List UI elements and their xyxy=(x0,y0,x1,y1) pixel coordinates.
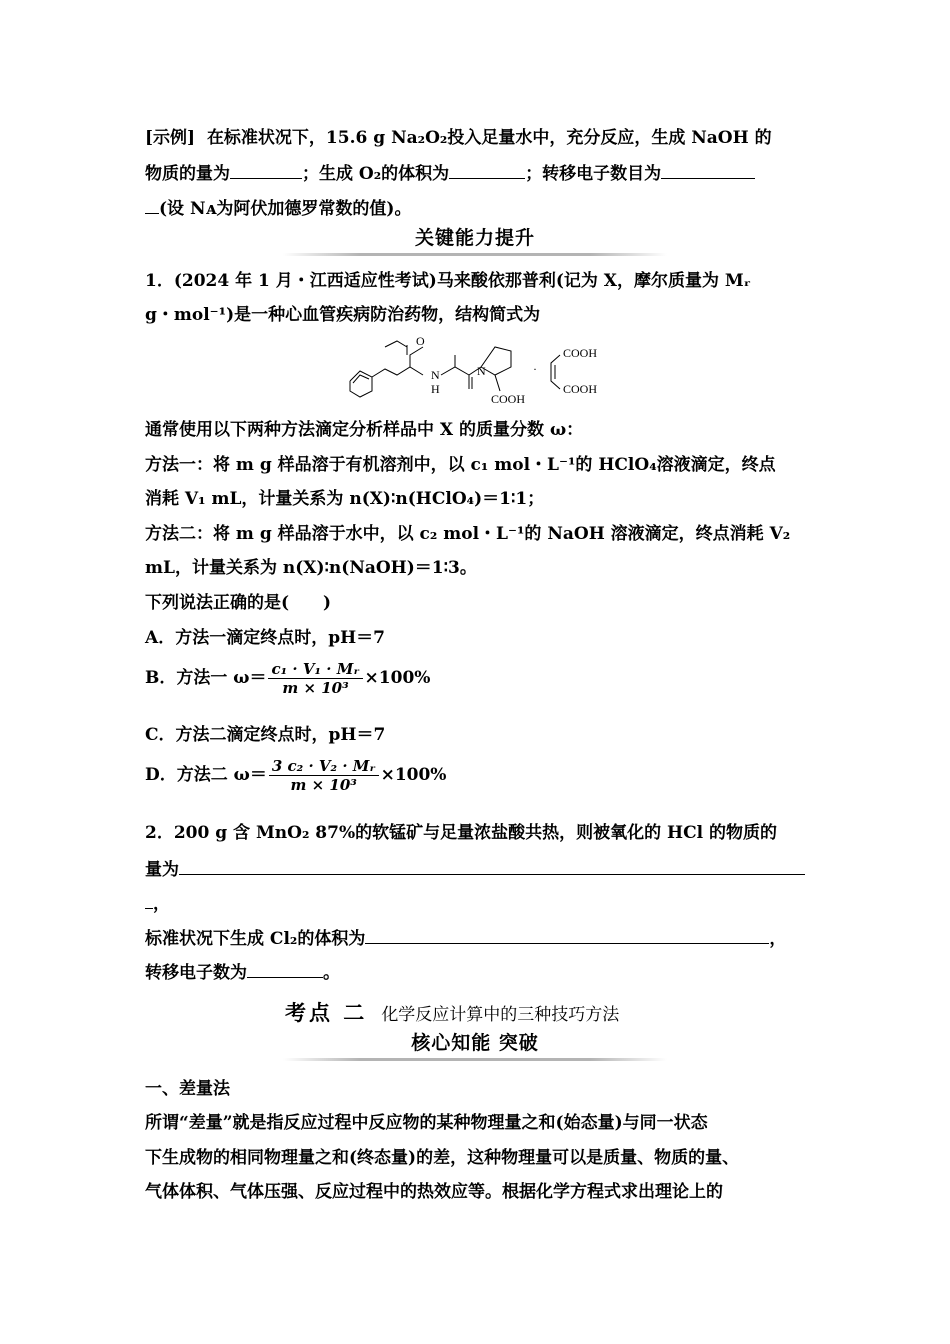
q2-blank-3[interactable] xyxy=(247,959,323,978)
q2-line-4 xyxy=(145,925,810,951)
q1-line-2: g・mol⁻¹)是一种心血管疾病防治药物，结构简式为 xyxy=(145,305,541,325)
q1-method2-b: mL，计量关系为 n(X)∶n(NaOH)＝1∶3。 xyxy=(145,558,477,578)
ethyl-bonds xyxy=(385,341,407,347)
struct-nh-n: N xyxy=(431,368,440,382)
banner-core-knowledge xyxy=(283,1031,667,1061)
option-c: C．方法二滴定终点时，pH＝7 xyxy=(145,725,386,745)
struct-n: N xyxy=(477,364,486,378)
example-text-1: 在标准状况下，15.6 g Na₂O₂投入足量水中，充分反应，生成 NaOH 的 xyxy=(206,128,772,148)
q2-blank-2[interactable] xyxy=(365,925,769,944)
answer-blank-2[interactable] xyxy=(449,160,525,179)
q1-stem: 下列说法正确的是( ) xyxy=(145,593,332,613)
banner-key-ability xyxy=(283,226,667,256)
struct-cooh-1: COOH xyxy=(491,392,526,406)
s1-heading: 一、差量法 xyxy=(145,1079,230,1099)
q1-method1-a: 方法一：将 m g 样品溶于有机溶剂中，以 c₁ mol・L⁻¹的 HClO₄溶液滴定，终点 xyxy=(145,455,776,475)
q2-blank-1[interactable] xyxy=(179,856,805,875)
example-line-2 xyxy=(145,160,810,186)
q2-line-1: 2．200 g 含 MnO₂ 87%的软锰矿与足量浓盐酸共热，则被氧化的 HCl 的物质的 xyxy=(145,823,778,843)
q2-text-4: 标准状况下生成 Cl₂的体积为 xyxy=(145,929,366,949)
answer-blank-1[interactable] xyxy=(230,160,302,179)
option-d-fraction xyxy=(269,757,379,794)
struct-cooh-2: COOH xyxy=(563,346,598,360)
q1-method2-a: 方法二：将 m g 样品溶于水中，以 c₂ mol・L⁻¹的 NaOH 溶液滴定，终点消耗 V₂ xyxy=(145,524,791,544)
option-d-label: D．方法二 ω＝ xyxy=(145,765,267,785)
option-d-numerator: 3 c₂ · V₂ · Mᵣ xyxy=(269,757,379,776)
banner-key-ability-text: 关键能力提升 xyxy=(414,227,535,249)
q2-blank-1-cont[interactable] xyxy=(145,890,153,909)
option-b-suffix: ×100% xyxy=(364,668,431,688)
option-d-suffix: ×100% xyxy=(380,765,447,785)
option-b-label: B．方法一 ω＝ xyxy=(145,668,267,688)
chain-bonds xyxy=(372,367,423,377)
q1-line-3: 通常使用以下两种方法滴定分析样品中 X 的质量分数 ω： xyxy=(145,420,584,440)
example-text-2c: ；转移电子数目为 xyxy=(525,164,662,184)
option-b-fraction xyxy=(268,660,362,697)
q2-line-2 xyxy=(145,856,810,882)
q2-text-5: 转移电子数为 xyxy=(145,963,247,983)
example-line-1 xyxy=(145,126,810,150)
s1-para-2: 下生成物的相同物理量之和(终态量)的差，这种物理量可以是质量、物质的量、 xyxy=(145,1148,740,1168)
q1-method1-b: 消耗 V₁ mL，计量关系为 n(X)∶n(HClO₄)＝1∶1； xyxy=(145,489,545,509)
struct-nh-h: H xyxy=(431,382,440,396)
s1-para-3: 气体体积、气体压强、反应过程中的热效应等。根据化学方程式求出理论上的 xyxy=(145,1182,723,1202)
q2-text-5-end: 。 xyxy=(323,963,340,983)
carboxyl-bond xyxy=(495,375,500,391)
example-text-2a: 物质的量为 xyxy=(145,164,230,184)
banner-core-knowledge-text: 核心知能 突破 xyxy=(411,1032,539,1054)
example-text-2b: ；生成 O₂的体积为 xyxy=(302,164,450,184)
q2-line-5 xyxy=(145,959,810,985)
struct-dot: · xyxy=(533,362,537,376)
struct-o: O xyxy=(416,334,425,348)
section-heading xyxy=(285,997,685,1027)
q2-line-3 xyxy=(145,890,810,916)
option-a: A．方法一滴定终点时，pH＝7 xyxy=(145,628,385,648)
option-b-numerator: c₁ · V₁ · Mᵣ xyxy=(268,660,362,679)
alanine-bonds xyxy=(441,367,469,375)
answer-blank-3[interactable] xyxy=(661,160,755,179)
section-title: 化学反应计算中的三种技巧方法 xyxy=(381,1005,620,1025)
option-b-denominator: m × 10³ xyxy=(282,679,349,697)
banner-rule-2 xyxy=(283,1058,667,1061)
pyrrolidine-ring xyxy=(469,347,511,375)
example-line-3 xyxy=(145,195,810,221)
section-kaodian: 考点 二 xyxy=(285,1001,368,1025)
q2-text-3: ， xyxy=(153,894,170,914)
answer-blank-3-cont[interactable] xyxy=(145,195,159,214)
s1-para-1: 所谓“差量”就是指反应过程中反应物的某种物理量之和(始态量)与同一状态 xyxy=(145,1113,708,1133)
structure-formula-image xyxy=(345,333,615,411)
example-text-3: (设 Nᴀ为阿伏加德罗常数的值)。 xyxy=(159,199,412,219)
struct-cooh-3: COOH xyxy=(563,382,598,396)
option-d xyxy=(145,757,810,794)
q2-text-2: 量为 xyxy=(145,860,179,880)
q1-line-1: 1．(2024 年 1 月・江西适应性考试)马来酸依那普利(记为 X，摩尔质量为 Mᵣ xyxy=(145,271,751,291)
carbonyl-bond xyxy=(410,347,423,367)
q2-text-4-end: ， xyxy=(769,929,787,949)
banner-rule-1 xyxy=(283,253,667,256)
option-b xyxy=(145,660,810,697)
option-d-denominator: m × 10³ xyxy=(290,776,357,794)
example-label: [示例] xyxy=(145,128,196,148)
